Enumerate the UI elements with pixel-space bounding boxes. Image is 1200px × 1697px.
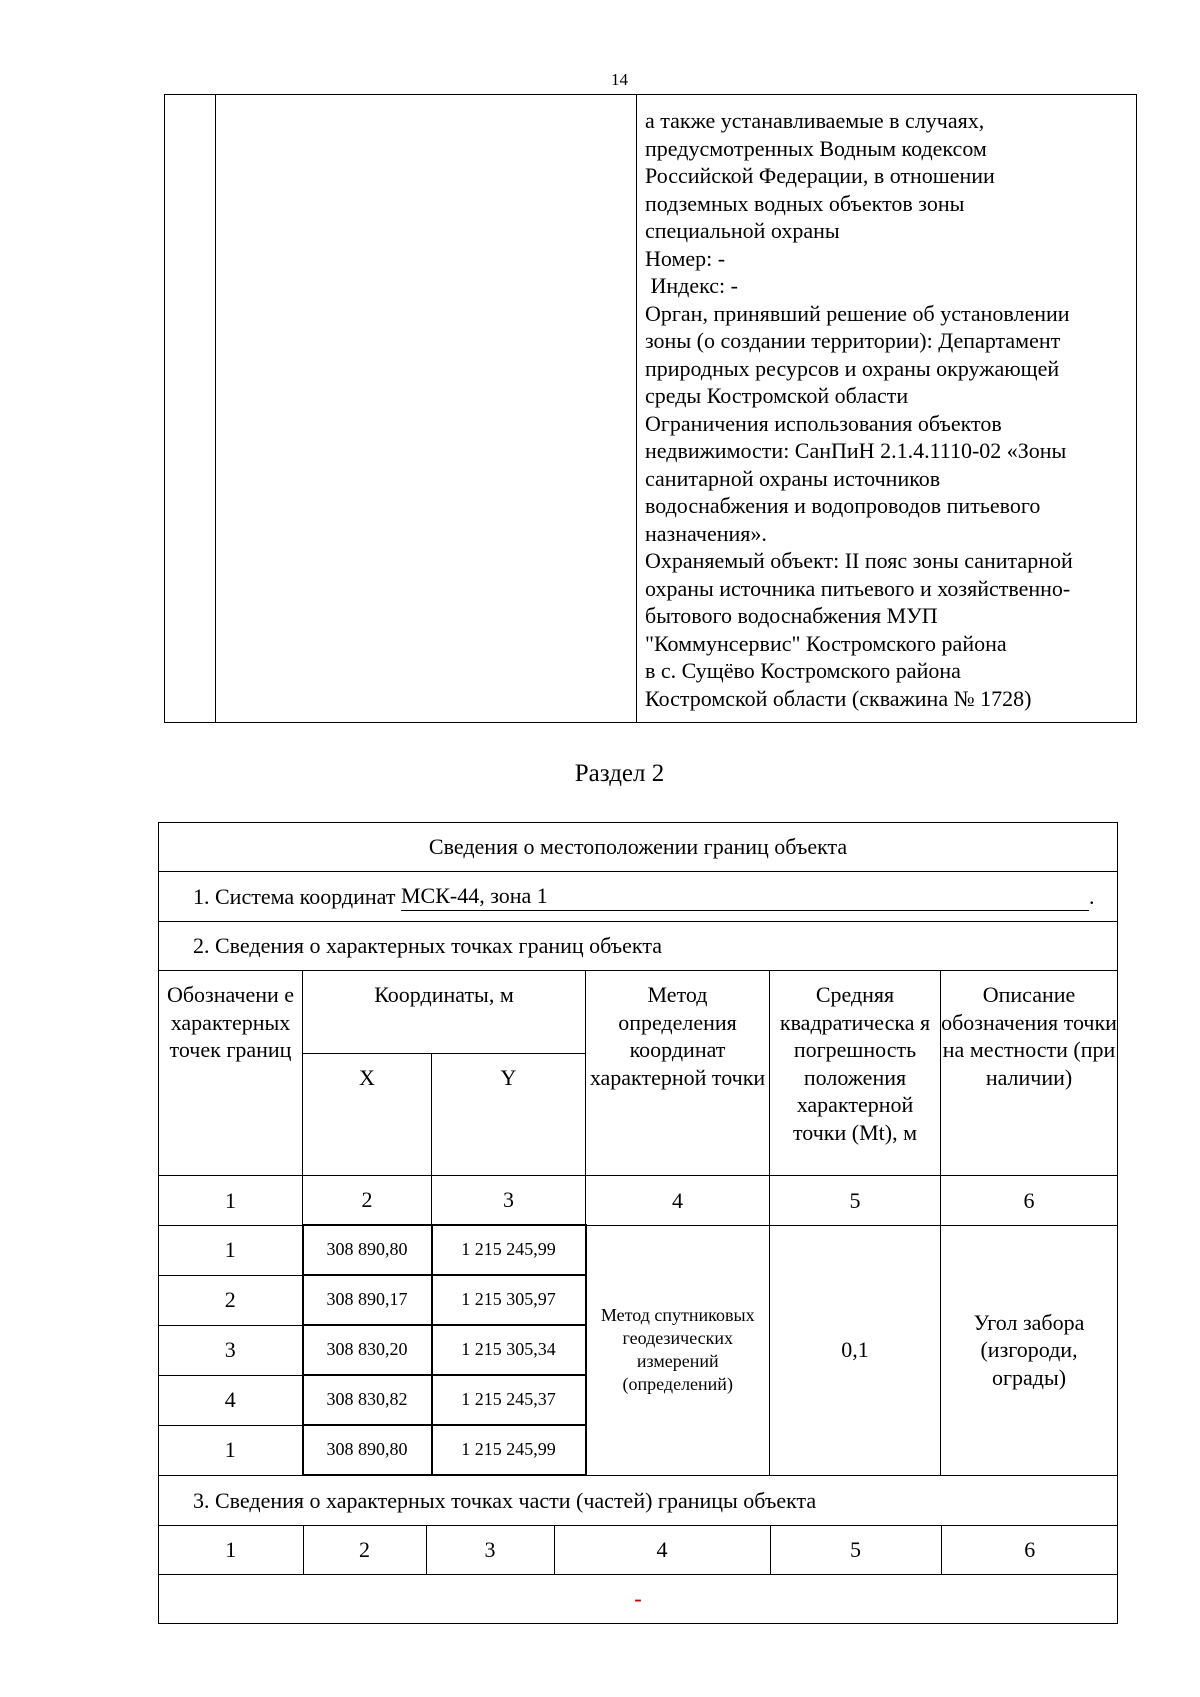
method-value: Метод спутниковых геодезических измерений (определений) <box>586 1225 770 1475</box>
description-line: Индекс: - <box>645 273 738 298</box>
description-line: Орган, принявший решение об установлении <box>645 300 1070 326</box>
coord-y: 1 215 245,37 <box>432 1375 586 1425</box>
header-y: Y <box>432 1054 586 1176</box>
header-designation: Обозначени е характерных точек границ <box>159 971 303 1176</box>
column-number: 4 <box>554 1526 770 1574</box>
coordinate-system-suffix: . <box>1088 884 1095 910</box>
accuracy-value: 0,1 <box>770 1225 941 1475</box>
header-description: Описание обозначения точки на местности (при наличии) <box>941 971 1118 1176</box>
coord-x: 308 830,82 <box>303 1375 432 1425</box>
parts-column-numbers-row <box>159 1526 1118 1575</box>
description-line: предусмотренных Водным кодексом <box>645 135 987 161</box>
empty-name-cell <box>216 95 637 723</box>
parts-empty-marker: - <box>159 1575 1118 1624</box>
description-line: а также устанавливаемые в случаях, <box>645 108 985 133</box>
description-line: бытового водоснабжения МУП <box>645 603 938 628</box>
description-line: зоны (о создании территории): Департамент <box>645 328 1061 353</box>
table-row <box>159 1225 1118 1275</box>
header-coordinates: Координаты, м <box>303 971 586 1054</box>
restriction-continuation-table <box>164 94 1137 723</box>
description-line: Ограничения использования объектов <box>645 410 1002 436</box>
point-description-value: Угол забора (изгороди, ограды) <box>941 1225 1118 1475</box>
column-number: 1 <box>159 1176 303 1226</box>
empty-number-cell <box>165 95 216 723</box>
description-line: охраны источника питьевого и хозяйственно- <box>645 575 1071 601</box>
column-number: 3 <box>426 1526 554 1574</box>
description-line: природных ресурсов и охраны окружающей <box>645 355 1060 381</box>
description-line: специальной охраны <box>645 218 840 243</box>
coord-y: 1 215 305,34 <box>432 1325 586 1375</box>
column-number: 2 <box>303 1526 426 1574</box>
coord-x: 308 830,20 <box>303 1325 432 1375</box>
description-line: санитарной охраны источников <box>645 465 941 491</box>
section-heading: Раздел 2 <box>574 760 665 787</box>
description-line: Российской Федерации, в отношении <box>645 163 995 188</box>
description-line: в с. Сущёво Костромского района <box>645 658 961 683</box>
points-heading: 2. Сведения о характерных точках границ объекта <box>159 922 1118 971</box>
point-id: 3 <box>159 1325 303 1375</box>
description-line: Номер: - <box>645 245 726 271</box>
parts-column-numbers <box>159 1526 1118 1574</box>
description-line: Костромской области (скважина № 1728) <box>645 685 1032 711</box>
point-id: 4 <box>159 1375 303 1425</box>
description-line: среды Костромской области <box>645 383 909 408</box>
description-line: Охраняемый объект: II пояс зоны санитарной <box>645 548 1073 573</box>
column-number: 3 <box>432 1176 586 1226</box>
column-number: 6 <box>1024 1537 1036 1563</box>
coord-y: 1 215 305,97 <box>432 1275 586 1325</box>
column-number: 5 <box>770 1526 941 1574</box>
coordinate-system-value: МСК-44, зона 1 <box>400 883 548 909</box>
page-number: 14 <box>611 70 628 89</box>
column-number: 2 <box>303 1176 432 1226</box>
zone-description-cell <box>637 95 1137 723</box>
coord-x: 308 890,80 <box>303 1225 432 1275</box>
parts-heading: 3. Сведения о характерных точках части (частей) границы объекта <box>159 1475 1118 1526</box>
description-line: назначения». <box>645 520 767 546</box>
header-accuracy: Средняя квадратическа я погрешность положения характерной точки (Mt), м <box>770 971 941 1176</box>
coord-y: 1 215 245,99 <box>432 1425 586 1475</box>
coord-x: 308 890,80 <box>303 1425 432 1475</box>
column-number: 5 <box>770 1176 941 1226</box>
coord-x: 308 890,17 <box>303 1275 432 1325</box>
point-id: 1 <box>159 1425 303 1475</box>
point-id: 2 <box>159 1275 303 1325</box>
column-number: 1 <box>159 1526 303 1574</box>
coordinate-system-value-line <box>401 882 1089 911</box>
description-line: недвижимости: СанПиН 2.1.4.1110-02 «Зоны <box>645 438 1067 463</box>
column-number: 6 <box>941 1176 1118 1226</box>
header-x: X <box>303 1054 432 1176</box>
column-number: 4 <box>586 1176 770 1226</box>
point-id: 1 <box>159 1225 303 1275</box>
coord-y: 1 215 245,99 <box>432 1225 586 1275</box>
object-boundaries-table <box>158 822 1118 1624</box>
description-line: "Коммунсервис" Костромского района <box>645 630 1007 656</box>
table-title: Сведения о местоположении границ объекта <box>159 823 1118 872</box>
description-line: подземных водных объектов зоны <box>645 190 965 216</box>
coordinate-system-row <box>159 872 1118 922</box>
description-line: водоснабжения и водопроводов питьевого <box>645 493 1041 518</box>
coordinate-system-label: 1. Система координат <box>193 884 401 910</box>
header-method: Метод определения координат характерной точки <box>586 971 770 1176</box>
